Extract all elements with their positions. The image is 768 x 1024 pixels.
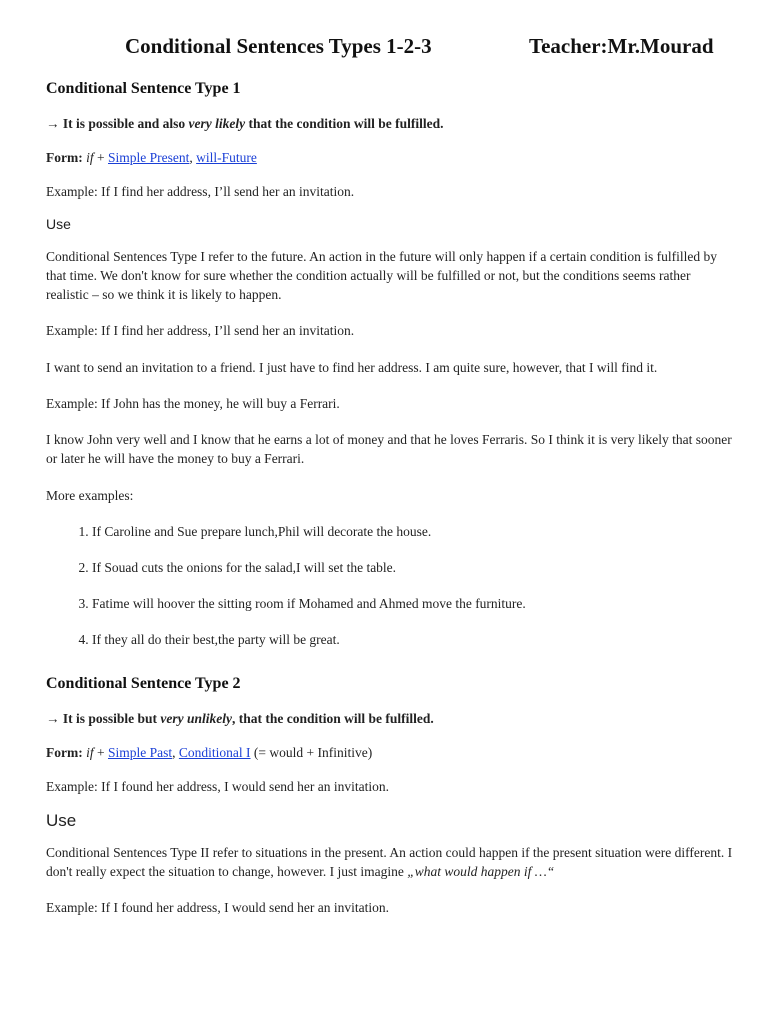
type1-example-3: Example: If John has the money, he will buy a Ferrari.: [46, 396, 340, 411]
type2-example-1: Example: If I found her address, I would send her an invitation.: [46, 779, 390, 794]
type2-form-plus: +: [93, 745, 108, 760]
type1-example-2: Example: If I find her address, I’ll send her an invitation.: [46, 323, 355, 338]
type2-form-tail: (= would + Infinitive): [250, 745, 373, 760]
simple-present-link[interactable]: Simple Present: [108, 150, 190, 165]
simple-past-link[interactable]: Simple Past: [108, 745, 173, 760]
type1-form-label: Form:: [46, 150, 83, 165]
type2-example-2: Example: If I found her address, I would send her an invitation.: [46, 900, 390, 915]
type2-use-text: [46, 843, 736, 881]
list-item: 1. If Caroline and Sue prepare lunch,Phil will decorate the house.: [92, 522, 736, 541]
list-item: 4. If they all do their best,the party will be great.: [92, 630, 736, 649]
type2-form-separator: ,: [172, 745, 179, 760]
type1-summary-start: → It is possible and also: [46, 116, 189, 131]
type2-use-heading: Use: [46, 811, 77, 830]
type1-form: [46, 148, 736, 167]
will-future-link[interactable]: will-Future: [196, 150, 257, 165]
type1-form-separator: ,: [189, 150, 197, 165]
list-item: 2. If Souad cuts the onions for the salad,I will set the table.: [92, 558, 736, 577]
page-header: [0, 34, 768, 64]
type2-summary-end: , that the condition will be fulfilled.: [232, 711, 434, 726]
type1-form-plus: +: [93, 150, 108, 165]
type2-summary: [46, 709, 736, 728]
type1-example-1: Example: If I find her address, I’ll send her an invitation.: [46, 184, 355, 199]
type2-summary-emphasis: very unlikely: [160, 711, 233, 726]
type1-summary-emphasis: very likely: [188, 116, 246, 131]
type1-summary-end: that the condition will be fulfilled.: [245, 116, 444, 131]
type2-use-body: Conditional Sentences Type II refer to situations in the present. An action could happen if the present situation were different. I don't really expect the situation to change, however. I just imagine: [46, 845, 733, 879]
type1-form-if: if: [82, 150, 94, 165]
conditional-i-link[interactable]: Conditional I: [178, 745, 251, 760]
document-body: [46, 78, 736, 917]
type1-summary: [46, 114, 736, 133]
type1-heading: Conditional Sentence Type 1: [46, 80, 241, 97]
type2-form: [46, 743, 736, 762]
type2-use-quote: „what would happen if …“: [407, 864, 555, 879]
type2-summary-start: → It is possible but: [46, 711, 161, 726]
type1-explanation-3: I know John very well and I know that he earns a lot of money and that he loves Ferraris. So I think it is very likely that sooner or later he will have the money to buy a Ferrari.: [46, 432, 732, 466]
type1-use-heading: Use: [46, 216, 71, 232]
type2-form-label: Form:: [46, 745, 83, 760]
more-examples-list: [46, 522, 736, 649]
type1-explanation-2: I want to send an invitation to a friend. I just have to find her address. I am quite sure, however, that I will find it.: [46, 360, 658, 375]
type2-heading: Conditional Sentence Type 2: [46, 675, 241, 692]
more-examples-label: More examples:: [46, 488, 134, 503]
list-item: 3. Fatime will hoover the sitting room if Mohamed and Ahmed move the furniture.: [92, 594, 736, 613]
type2-form-if: if: [82, 745, 94, 760]
type1-use-text: Conditional Sentences Type I refer to the future. An action in the future will only happen if a certain condition is fulfilled by that time. We don't know for sure whether the condition actually will be fulfilled or not, but the conditions seems rather realistic – so we think it is likely to happen.: [46, 249, 717, 302]
teacher-name: Teacher:Mr.Mourad: [529, 34, 714, 58]
page-title: Conditional Sentences Types 1-2-3: [125, 34, 432, 58]
